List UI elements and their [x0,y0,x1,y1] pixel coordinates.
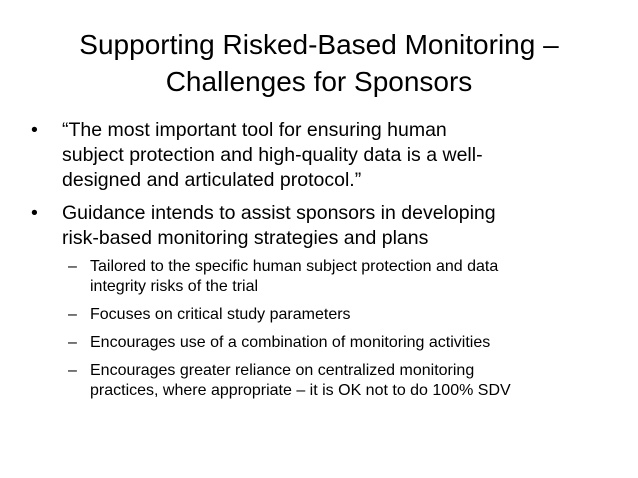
sub-bullet-text-line: practices, where appropriate – it is OK not to do 100% SDV [90,382,511,399]
sub-bullet-text-line: Encourages use of a combination of monitoring activities [90,334,491,351]
dash-icon: – [68,334,77,351]
bullet-item [28,118,628,193]
bullet-text-line: “The most important tool for ensuring human [62,119,447,141]
sub-bullet-list [28,257,628,401]
sub-bullet-item [28,333,628,353]
slide-title-line-2: Challenges for Sponsors [165,66,473,97]
sub-bullet-text-line: integrity risks of the trial [90,278,259,295]
sub-bullet-text-line: Focuses on critical study parameters [90,306,351,323]
sub-bullet-item [28,361,628,401]
bullet-item [28,201,628,251]
dash-icon: – [68,362,77,379]
bullet-text-line: designed and articulated protocol.” [62,169,362,191]
sub-bullet-text-line: Encourages greater reliance on centralized monitoring [90,362,475,379]
bullet-icon: • [31,119,38,141]
bullet-icon: • [31,202,38,224]
bullet-text-line: risk-based monitoring strategies and plans [62,227,429,249]
bullet-text-line: Guidance intends to assist sponsors in developing [62,202,496,224]
sub-bullet-text-line: Tailored to the specific human subject protection and data [90,258,499,275]
dash-icon: – [68,258,77,275]
sub-bullet-item [28,257,628,297]
dash-icon: – [68,306,77,323]
slide-title [20,26,618,100]
bullet-text-line: subject protection and high-quality data is a well- [62,144,483,166]
slide-content [28,118,628,409]
sub-bullet-item [28,305,628,325]
slide-title-line-1: Supporting Risked-Based Monitoring – [79,29,559,60]
